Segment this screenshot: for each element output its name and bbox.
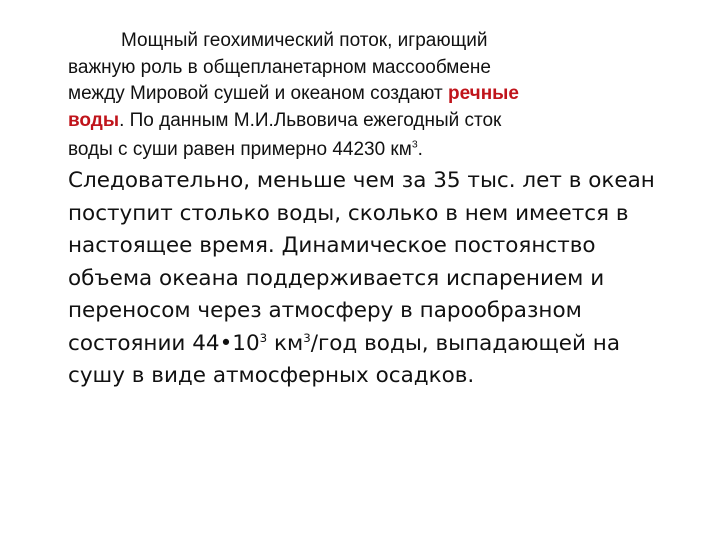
text-fragment: /год воды, выпадающей на bbox=[310, 330, 620, 356]
text-line: важную роль в общепланетарном массообмене bbox=[68, 56, 491, 78]
text-fragment: . bbox=[417, 139, 423, 161]
text-fragment: состоянии 44•10 bbox=[68, 330, 260, 356]
superscript: 3 bbox=[303, 330, 311, 345]
text-fragment: воды с суши равен примерно 44230 км bbox=[68, 139, 412, 161]
text-line bbox=[68, 81, 668, 108]
text-line bbox=[68, 108, 668, 135]
text-line: Мощный геохимический поток, играющий bbox=[121, 30, 488, 51]
text-line: настоящее время. Динамическое постоянство bbox=[68, 233, 596, 259]
text-fragment: . По данным М.И.Львовича ежегодный сток bbox=[119, 109, 502, 131]
text-line: сушу в виде атмосферных осадков. bbox=[68, 363, 475, 389]
text-line: переносом через атмосферу в парообразном bbox=[68, 298, 582, 324]
superscript: 3 bbox=[259, 330, 268, 345]
highlighted-term: воды bbox=[68, 109, 120, 131]
body-paragraph bbox=[68, 165, 668, 393]
text-line: объема океана поддерживается испарением и bbox=[68, 265, 605, 291]
text-fragment: км bbox=[267, 330, 304, 356]
superscript: 3 bbox=[411, 140, 418, 152]
text-line: Следовательно, меньше чем за 35 тыс. лет в океан bbox=[68, 168, 655, 194]
text-line bbox=[68, 134, 668, 165]
highlighted-term: речные bbox=[447, 83, 519, 105]
intro-paragraph bbox=[68, 28, 668, 165]
text-fragment: между Мировой сушей и океаном создают bbox=[68, 83, 448, 105]
text-line: поступит столько воды, сколько в нем имеется в bbox=[68, 200, 629, 226]
text-block bbox=[68, 28, 668, 393]
text-line bbox=[68, 328, 668, 361]
